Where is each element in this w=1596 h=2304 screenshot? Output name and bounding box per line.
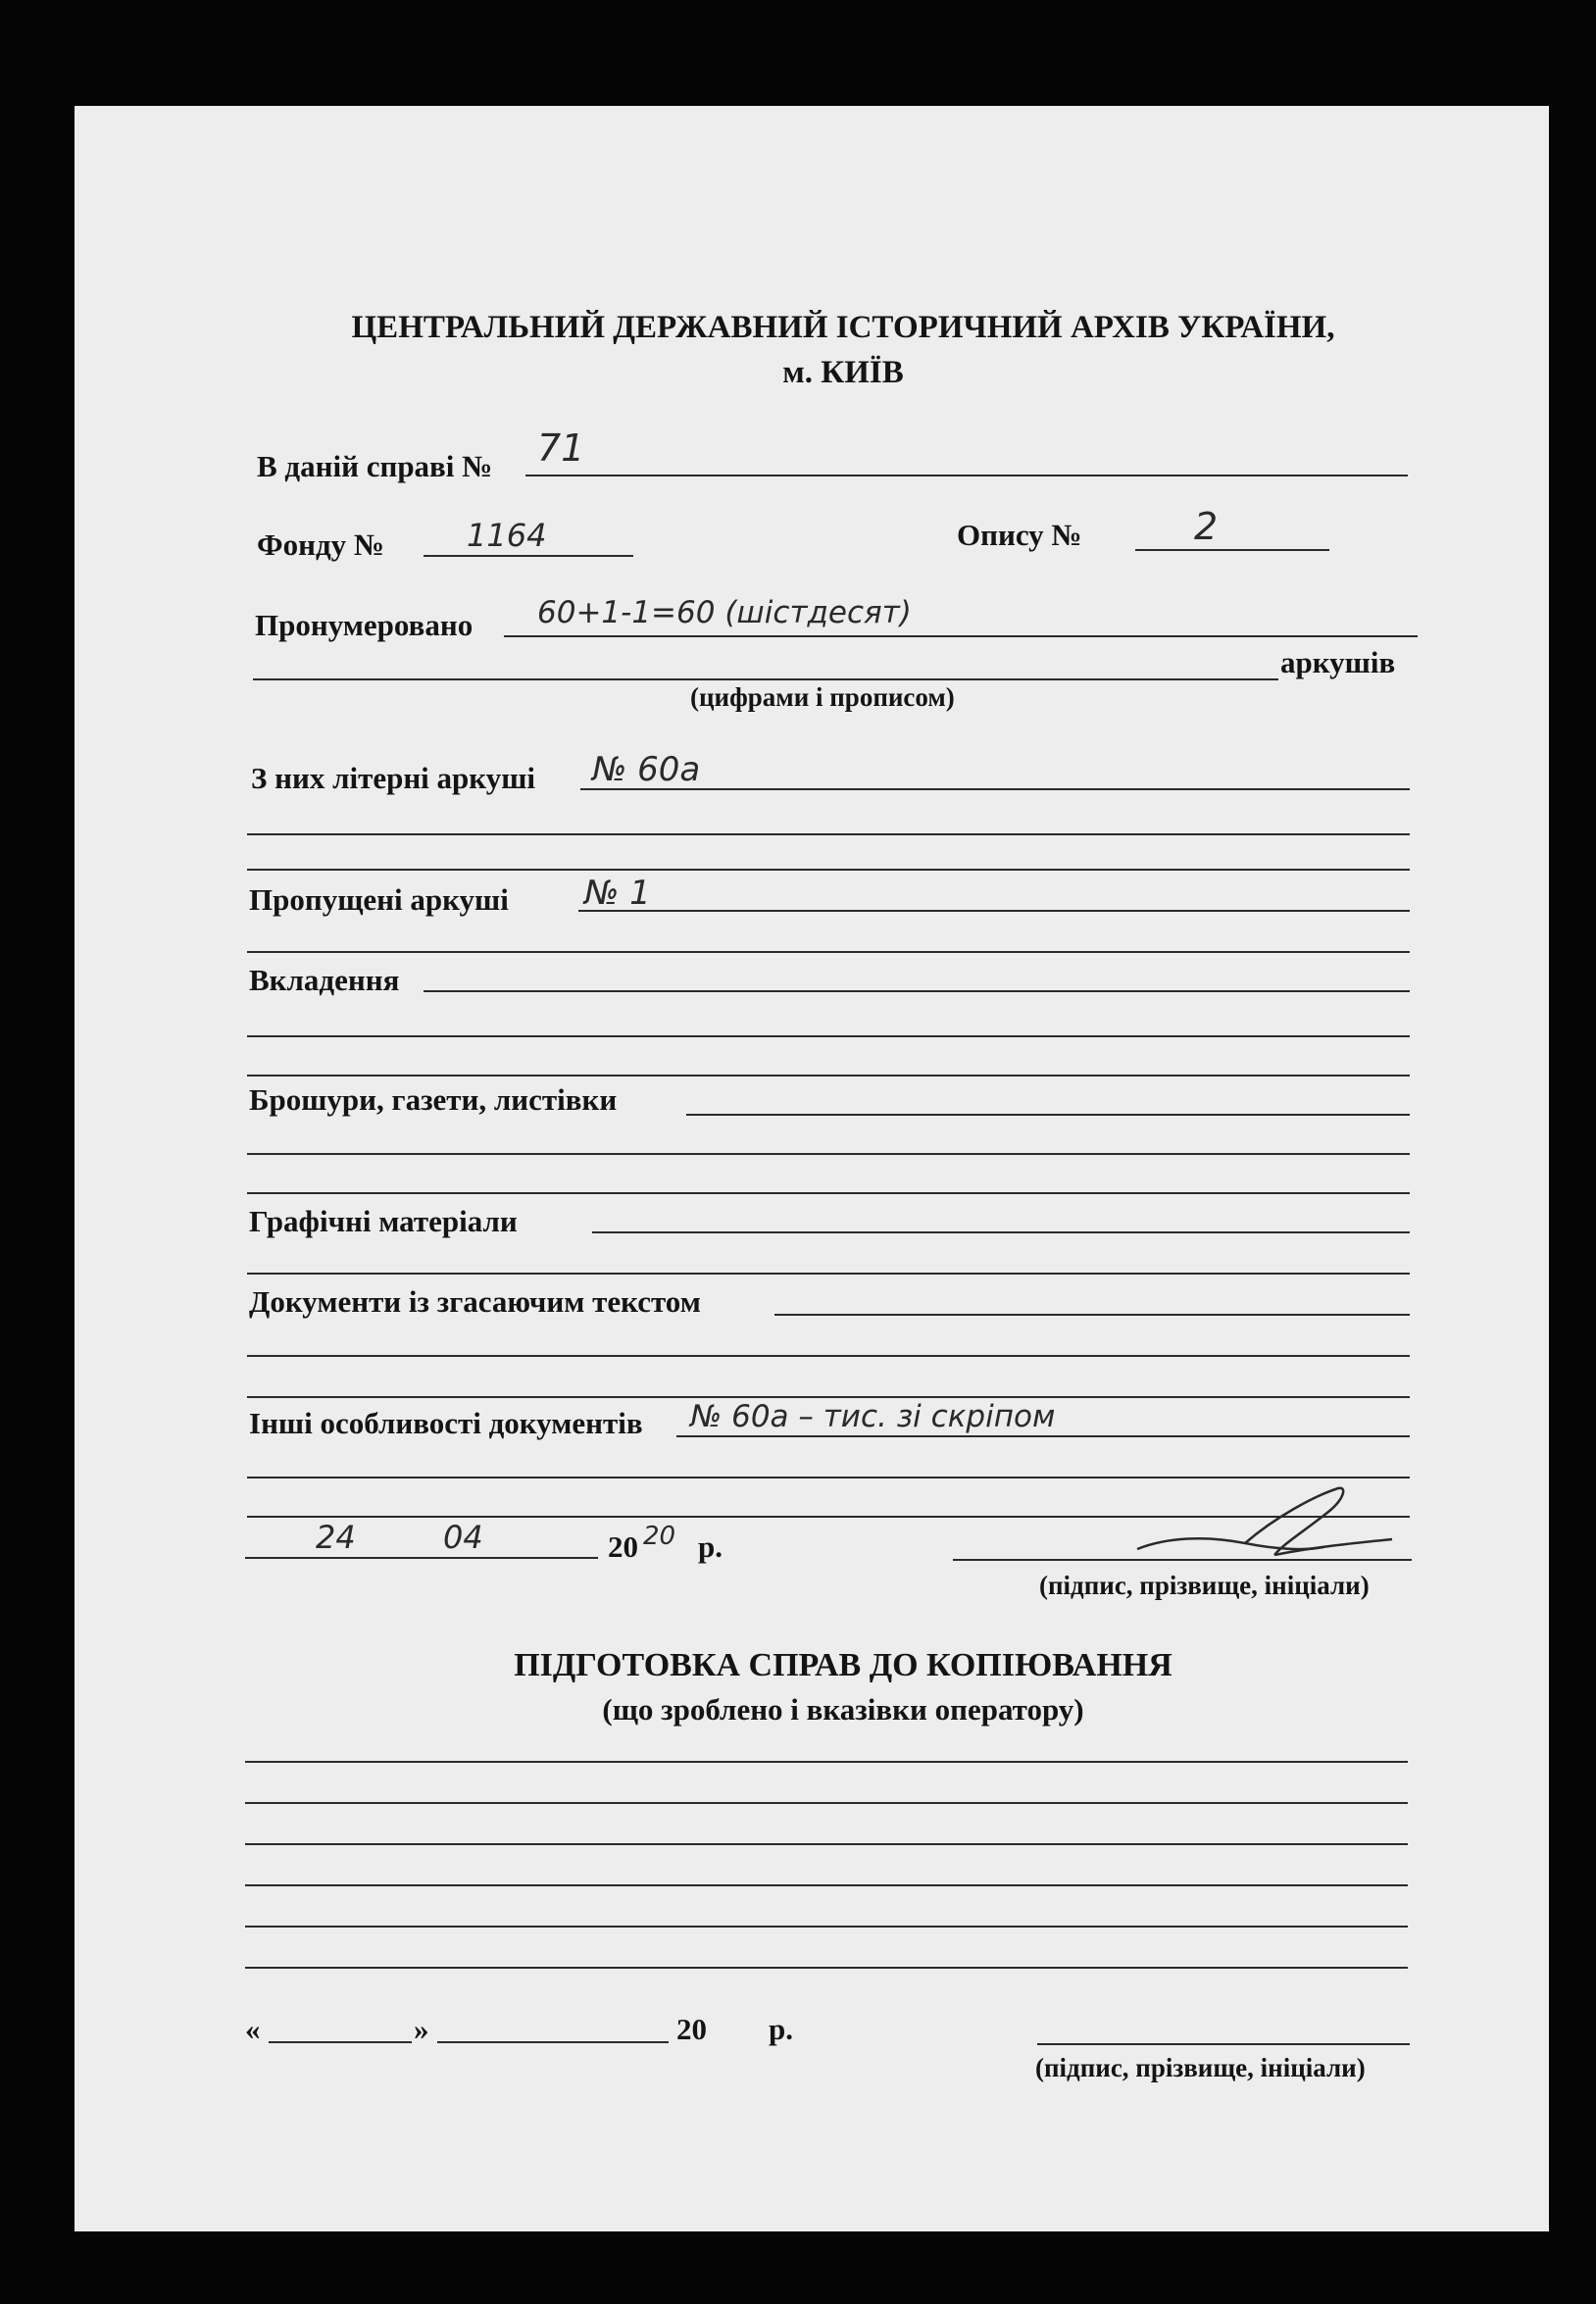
fond-label: Фонду № bbox=[257, 527, 385, 562]
copy-date-day-line bbox=[269, 2041, 412, 2043]
date-line bbox=[245, 1557, 598, 1559]
handwritten-signature bbox=[1127, 1478, 1402, 1567]
letter-sheets-label: З них літерні аркуші bbox=[251, 761, 535, 795]
missed-sheets-line-2 bbox=[247, 951, 1410, 953]
attachments-line bbox=[424, 990, 1410, 992]
instructions-line-1 bbox=[245, 1761, 1408, 1763]
opys-line bbox=[1135, 549, 1329, 551]
attachments-line-3 bbox=[247, 1075, 1410, 1077]
faded-documents-line-3 bbox=[247, 1396, 1410, 1398]
date-day: 24 bbox=[316, 1519, 356, 1556]
date-month: 04 bbox=[443, 1519, 483, 1556]
opys-label: Опису № bbox=[957, 518, 1082, 552]
numbered-line bbox=[504, 635, 1418, 637]
signature-hint: (підпис, прізвище, ініціали) bbox=[1039, 1571, 1370, 1600]
archive-city: м. КИЇВ bbox=[782, 355, 904, 390]
instructions-line-4 bbox=[245, 1884, 1408, 1886]
brochures-line bbox=[686, 1114, 1410, 1116]
document-page bbox=[75, 106, 1549, 2231]
other-features-label: Інші особливості документів bbox=[249, 1406, 643, 1440]
other-features-line bbox=[676, 1435, 1410, 1437]
missed-sheets-label: Пропущені аркуші bbox=[249, 882, 509, 917]
opys-value: 2 bbox=[1194, 505, 1219, 548]
case-number-value: 71 bbox=[537, 426, 585, 470]
brochures-label: Брошури, газети, листівки bbox=[249, 1082, 618, 1117]
copy-section-subtitle: (що зроблено і вказівки оператору) bbox=[602, 1692, 1084, 1727]
date-year-prefix: 20 bbox=[608, 1529, 638, 1564]
instructions-line-2 bbox=[245, 1802, 1408, 1804]
numbered-label: Пронумеровано bbox=[255, 608, 474, 642]
instructions-line-6 bbox=[245, 1967, 1408, 1969]
instructions-line-3 bbox=[245, 1843, 1408, 1845]
copy-date-month-line bbox=[437, 2041, 669, 2043]
graphic-materials-line bbox=[592, 1231, 1410, 1233]
missed-sheets-line bbox=[578, 910, 1410, 912]
instructions-line-5 bbox=[245, 1926, 1408, 1928]
attachments-label: Вкладення bbox=[249, 963, 400, 997]
brochures-line-2 bbox=[247, 1153, 1410, 1155]
other-features-value: № 60а – тис. зі скріпом bbox=[690, 1399, 1056, 1434]
copy-signature-line bbox=[1037, 2043, 1410, 2045]
graphic-materials-label: Графічні матеріали bbox=[249, 1204, 518, 1238]
graphic-materials-line-2 bbox=[247, 1273, 1410, 1275]
copy-date-open-quote: « bbox=[245, 2012, 261, 2046]
brochures-line-3 bbox=[247, 1192, 1410, 1194]
fond-line bbox=[424, 555, 633, 557]
letter-sheets-line bbox=[580, 788, 1410, 790]
case-number-label: В даній справі № bbox=[257, 449, 493, 483]
copy-date-close-quote: » bbox=[414, 2012, 429, 2046]
letter-sheets-line-2 bbox=[247, 833, 1410, 835]
missed-sheets-value: № 1 bbox=[584, 874, 651, 913]
attachments-line-2 bbox=[247, 1035, 1410, 1037]
letter-sheets-line-3 bbox=[247, 869, 1410, 871]
numbered-line-2 bbox=[253, 678, 1278, 680]
faded-documents-label: Документи із згасаючим текстом bbox=[249, 1284, 701, 1319]
numbered-hint: (цифрами і прописом) bbox=[690, 682, 955, 712]
copy-signature-hint: (підпис, прізвище, ініціали) bbox=[1035, 2053, 1366, 2082]
copy-section-title: ПІДГОТОВКА СПРАВ ДО КОПІЮВАННЯ bbox=[514, 1647, 1172, 1683]
letter-sheets-value: № 60а bbox=[592, 750, 701, 789]
date-suffix: р. bbox=[698, 1529, 723, 1564]
archive-title: ЦЕНТРАЛЬНИЙ ДЕРЖАВНИЙ ІСТОРИЧНИЙ АРХІВ УКРАЇНИ, bbox=[351, 310, 1335, 345]
faded-documents-line-2 bbox=[247, 1355, 1410, 1357]
copy-date-year-suffix: р. bbox=[769, 2012, 793, 2046]
copy-date-year-prefix: 20 bbox=[676, 2012, 707, 2046]
case-number-line bbox=[525, 475, 1408, 476]
date-year-hand: 20 bbox=[643, 1522, 676, 1551]
sheets-word: аркушів bbox=[1280, 645, 1396, 679]
fond-value: 1164 bbox=[467, 517, 547, 554]
faded-documents-line bbox=[774, 1314, 1410, 1316]
numbered-value: 60+1-1=60 (шістдесят) bbox=[537, 595, 912, 630]
